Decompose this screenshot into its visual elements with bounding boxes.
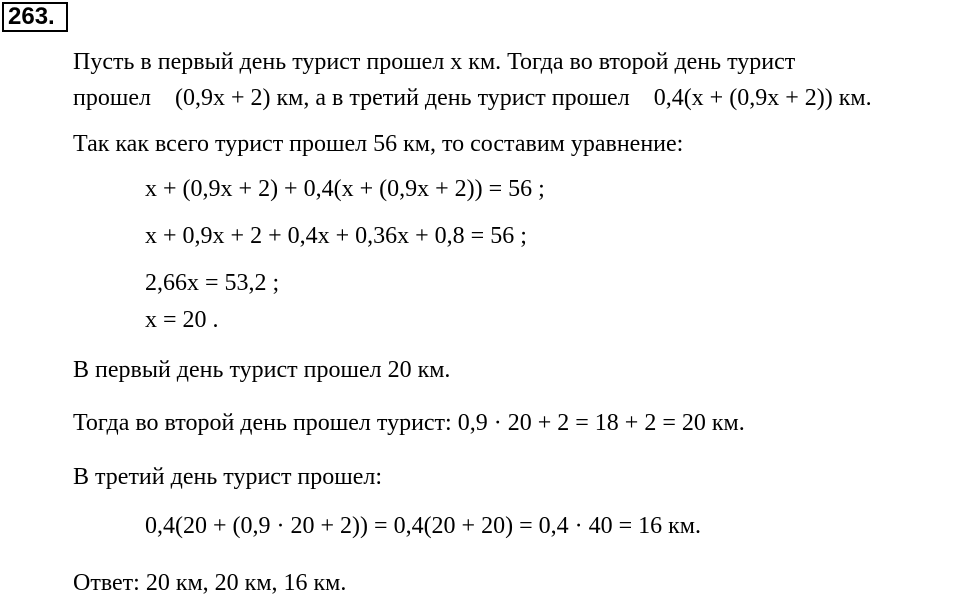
equation-4: x = 20 . xyxy=(145,307,219,333)
intro-line-2-middle: км, а в третий день турист прошел xyxy=(276,85,630,111)
day2-distance-expression: (0,9x + 2) xyxy=(174,85,271,111)
equation-setup-text: Так как всего турист прошел 56 км, то составим уравнение: xyxy=(73,131,684,157)
problem-number: 263. xyxy=(2,2,68,32)
intro-line-2 xyxy=(73,84,872,112)
day2-result: Тогда во второй день прошел турист: 0,9 · 20 + 2 = 18 + 2 = 20 км. xyxy=(73,410,745,436)
day3-distance-expression: 0,4(x + (0,9x + 2)) xyxy=(653,85,833,111)
day3-calculation: 0,4(20 + (0,9 · 20 + 2)) = 0,4(20 + 20) = 0,4 · 40 = 16 км. xyxy=(145,513,701,539)
answer-line: Ответ: 20 км, 20 км, 16 км. xyxy=(73,570,347,596)
equation-1: x + (0,9x + 2) + 0,4(x + (0,9x + 2)) = 56 ; xyxy=(145,176,545,202)
intro-line-2-start: прошел xyxy=(73,85,151,111)
day1-result: В первый день турист прошел 20 км. xyxy=(73,357,451,383)
equation-3: 2,66x = 53,2 ; xyxy=(145,270,280,296)
intro-line-1: Пусть в первый день турист прошел x км. Тогда во второй день турист xyxy=(73,49,796,75)
intro-line-2-end: км. xyxy=(838,85,872,111)
day3-label: В третий день турист прошел: xyxy=(73,464,383,490)
equation-2: x + 0,9x + 2 + 0,4x + 0,36x + 0,8 = 56 ; xyxy=(145,223,527,249)
